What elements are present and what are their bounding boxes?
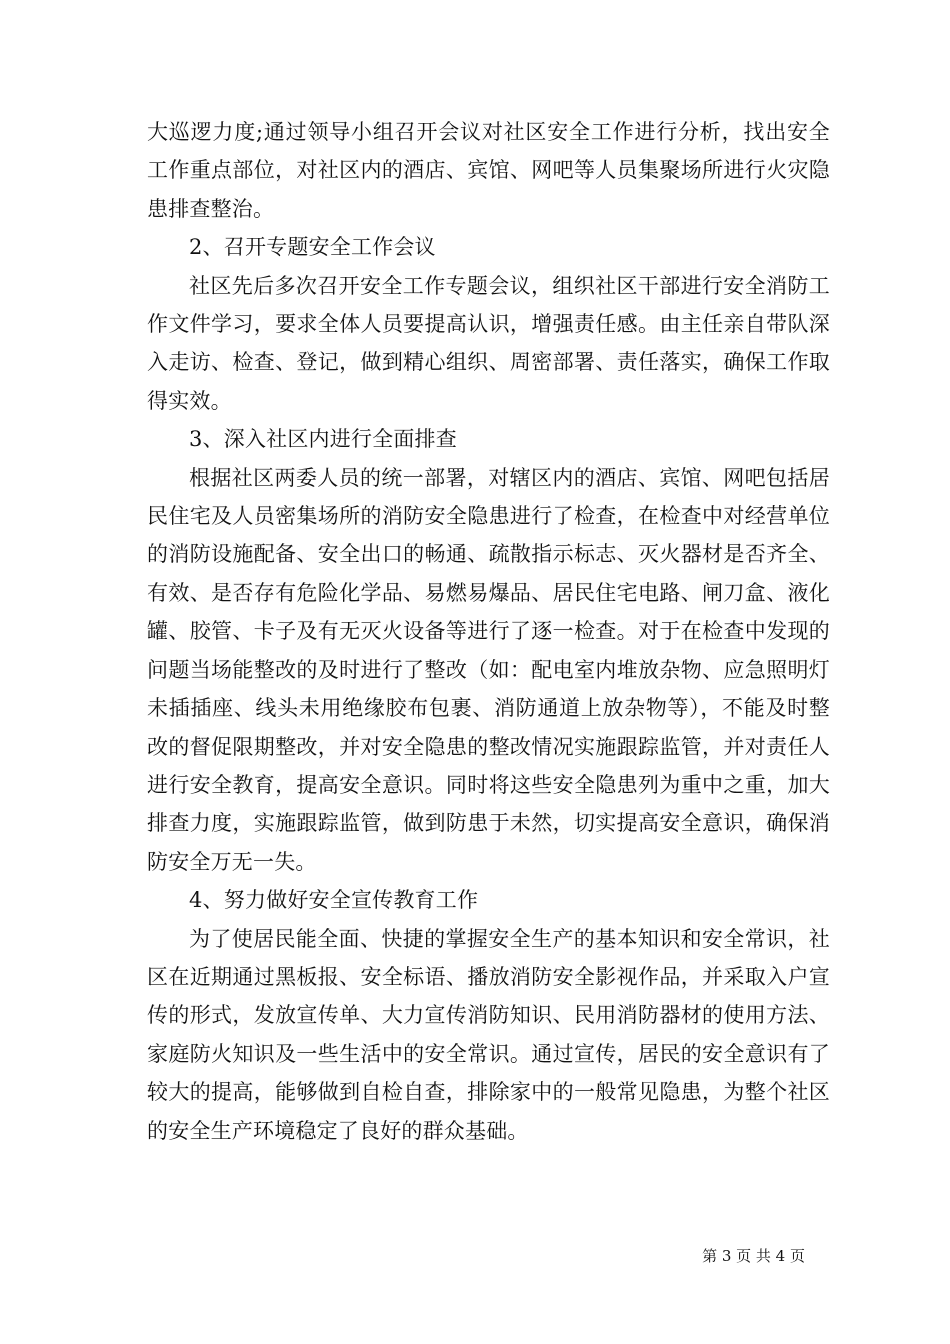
paragraph-section-4: 为了使居民能全面、快捷的掌握安全生产的基本知识和安全常识，社区在近期通过黑板报、安全标语、播放消防安全影视作品，并采取入户宣传的形式，发放宣传单、大力宣传消防知识、民用消防器材的使用方法、家庭防火知识及一些生活中的安全常识。通过宣传，居民的安全意识有了较大的提高，能够做到自检自查，排除家中的一般常见隐患，为整个社区的安全生产环境稳定了良好的群众基础。 [147,926,830,1143]
page-footer: 第 3 页 共 4 页 [702,1247,805,1265]
paragraph-section-2: 社区先后多次召开安全工作专题会议，组织社区干部进行安全消防工作文件学习，要求全体人员要提高认识，增强责任感。由主任亲自带队深入走访、检查、登记，做到精心组织、周密部署、责任落实，确保工作取得实效。 [147,273,830,413]
section-heading-4: 4、努力做好安全宣传教育工作 [189,888,479,913]
section-heading-2: 2、召开专题安全工作会议 [189,235,436,260]
section-heading-3: 3、深入社区内进行全面排查 [189,427,457,452]
paragraph-section-3: 根据社区两委人员的统一部署，对辖区内的酒店、宾馆、网吧包括居民住宅及人员密集场所的消防安全隐患进行了检查，在检查中对经营单位的消防设施配备、安全出口的畅通、疏散指示标志、灭火器材是否齐全、有效、是否存有危险化学品、易燃易爆品、居民住宅电路、闸刀盒、液化罐、胶管、卡子及有无灭火设备等进行了逐一检查。对于在检查中发现的问题当场能整改的及时进行了整改（如：配电室内堆放杂物、应急照明灯未插插座、线头未用绝缘胶布包裹、消防通道上放杂物等），不能及时整改的督促限期整改，并对安全隐患的整改情况实施跟踪监管，并对责任人进行安全教育，提高安全意识。同时将这些安全隐患列为重中之重，加大排查力度，实施跟踪监管，做到防患于未然，切实提高安全意识，确保消防安全万无一失。 [147,465,830,874]
document-body [147,113,830,1150]
paragraph-intro-continued: 大巡逻力度;通过领导小组召开会议对社区安全工作进行分析，找出安全工作重点部位，对社区内的酒店、宾馆、网吧等人员集聚场所进行火灾隐患排查整治。 [147,120,830,221]
